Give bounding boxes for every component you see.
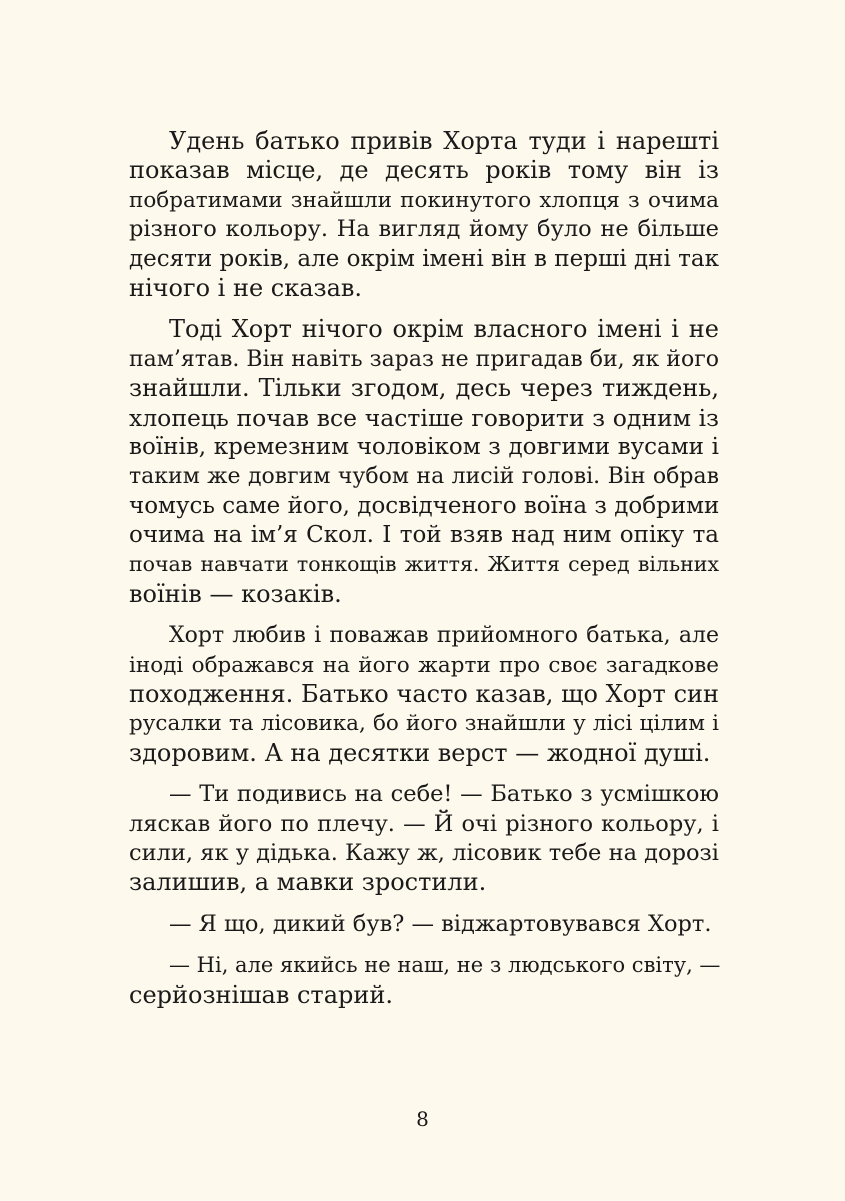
text-line: серйознішав старий.: [129, 980, 393, 1009]
text-line: Тоді Хорт нічого окрім власного імені і не: [169, 315, 719, 344]
text-line: почав навчати тонкощів життя. Життя серед вільних: [129, 552, 719, 577]
text-line: сили, як у дідька. Кажу ж, лісовик тебе на дорозі: [129, 839, 719, 866]
text-line: десяти років, але окрім імені він в перші дні так: [129, 245, 719, 272]
text-line: іноді ображався на його жарти про своє загадкове: [129, 652, 719, 678]
page-number: 8: [416, 1107, 429, 1131]
paragraph: [129, 127, 719, 303]
text-line: знайшли. Тільки згодом, десь через тиждень,: [129, 374, 719, 403]
paragraph: [129, 910, 719, 939]
text-line: ляскав його по плечу. — Й очі різного кольору, і: [129, 810, 719, 837]
text-line: здоровим. А на десятки верст — жодної душі.: [129, 738, 711, 767]
text-line: русалки та лісовика, бо його знайшли у лісі цілим і: [129, 711, 719, 737]
paragraph: [129, 621, 719, 768]
text-line: воїнів — козаків.: [129, 579, 342, 608]
body-text: [129, 127, 719, 1022]
text-line: різного кольору. На вигляд йому було не більше: [129, 216, 719, 243]
text-line: воїнів, кремезним чоловіком з довгими вусами і: [129, 433, 719, 460]
text-line: пам’ятав. Він навіть зараз не пригадав би, як його: [129, 346, 719, 372]
text-line: нічого і не сказав.: [129, 273, 363, 302]
text-line: — Ти подивись на себе! — Батько з усмішкою: [169, 781, 719, 808]
text-line: Удень батько привів Хорта туди і нарешті: [169, 127, 719, 155]
text-line: побратимами знайшли покинутого хлопця з очима: [129, 187, 719, 213]
text-line: хлопець почав все частіше говорити з одним із: [129, 403, 719, 432]
text-line: Хорт любив і поважав прийомного батька, але: [169, 623, 719, 649]
text-line: показав місце, де десять років тому він із: [129, 156, 719, 185]
text-line: залишив, а мавки зростили.: [129, 868, 487, 897]
text-line: — Ні, але якийсь не наш, не з людського світу, —: [169, 953, 721, 978]
text-line: таким же довгим чубом на лисій голові. Він обрав: [129, 464, 719, 490]
text-line: — Я що, дикий був? — віджартовувався Хорт.: [169, 910, 712, 937]
paragraph: [129, 780, 719, 898]
text-line: чомусь саме його, досвідченого воїна з добрими: [129, 492, 720, 519]
text-line: походження. Батько часто казав, що Хорт син: [129, 680, 719, 709]
text-line: очима на ім’я Скол. І той взяв над ним опіку та: [129, 522, 719, 549]
paragraph: [129, 315, 719, 609]
paragraph: [129, 951, 719, 1010]
